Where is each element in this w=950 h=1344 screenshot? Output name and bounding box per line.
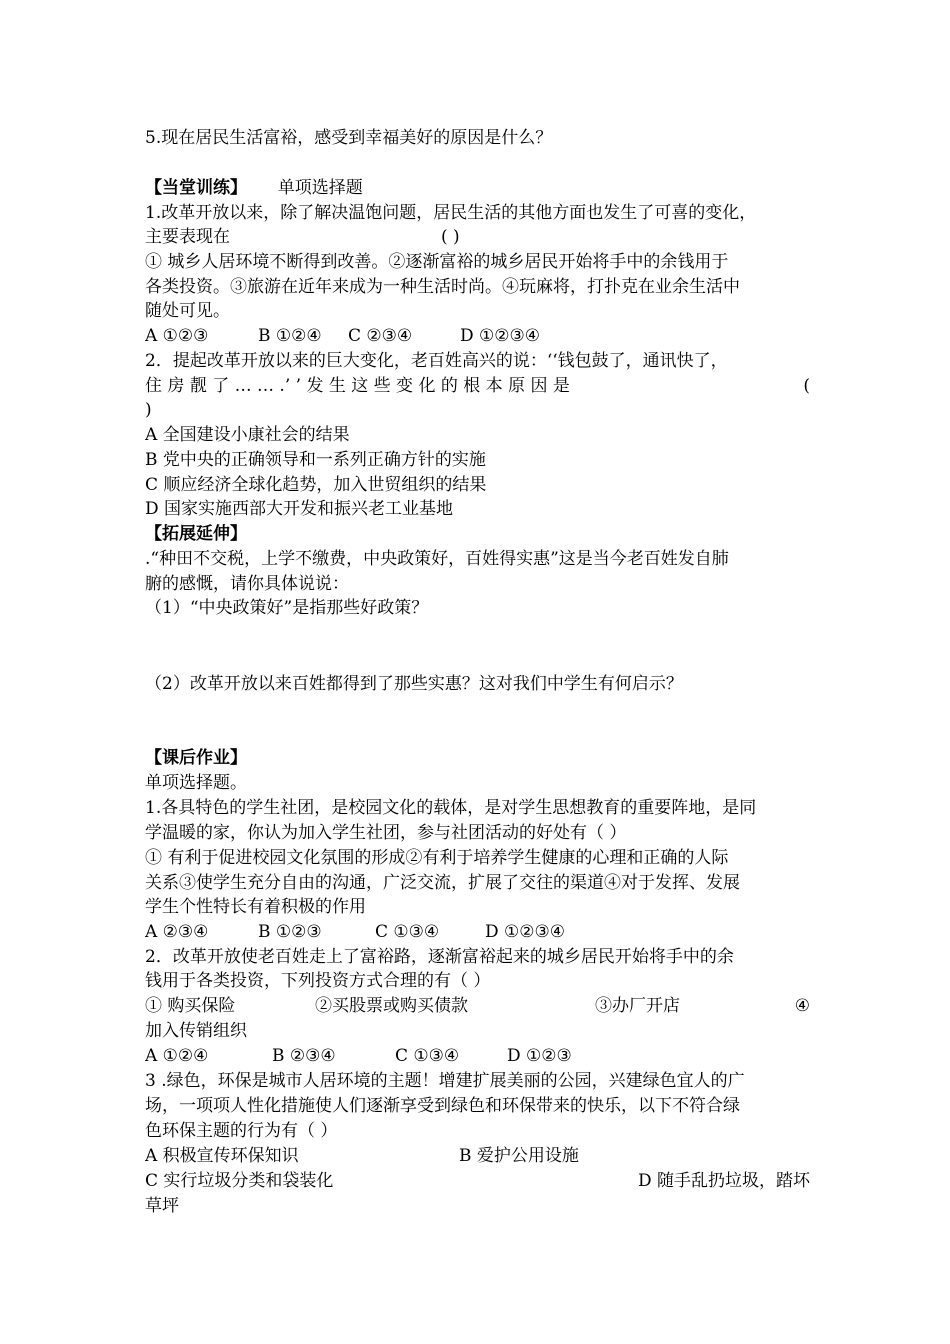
option-b: B ①②④ [258, 326, 322, 346]
section-dangtang-header [145, 176, 810, 201]
kh-q2-options [145, 1044, 810, 1069]
option-c: C ②③④ [348, 326, 413, 346]
answer-blank-open: ( [803, 376, 810, 396]
tz-line1: .“种田不交税，上学不缴费，中央政策好，百姓得实惠”这是当今老百姓发自肺 [145, 549, 729, 569]
item-4: ④ [794, 996, 810, 1016]
kh-q1-line1: 1.各具特色的学生社团，是校园文化的载体，是对学生思想教育的重要阵地，是同 [145, 798, 757, 818]
kh-q2-items [145, 994, 810, 1019]
section-tuozhan-heading: 【拓展延伸】 [145, 524, 247, 544]
option-d: D ①②③④ [460, 326, 540, 346]
option-a: A ①②④ [145, 1046, 209, 1066]
kh-q3-line1: 3 .绿色，环保是城市人居环境的主题！增建扩展美丽的公园，兴建绿色宜人的广 [145, 1071, 745, 1091]
kh-q3-line2: 场，一项项人性化措施使人们逐渐享受到绿色和环保带来的快乐，以下不符合绿 [145, 1096, 740, 1116]
section-subtitle: 单项选择题 [277, 178, 363, 198]
dt-q1-stem: 主要表现在 [145, 227, 230, 247]
kh-subtitle: 单项选择题。 [145, 773, 247, 793]
kh-q3-line-last: 草坪 [145, 1196, 179, 1216]
tz-line2: 腑的感慨，请你具体说说： [145, 574, 349, 594]
dt-q1-line1: 1.改革开放以来，除了解决温饱问题，居民生活的其他方面也发生了可喜的变化， [145, 203, 757, 223]
tz-sub2: （2）改革开放以来百姓都得到了那些实惠？这对我们中学生有何启示？ [145, 674, 683, 694]
option-d: D 随手乱扔垃圾，踏坏 [637, 1171, 810, 1191]
dt-q1-options [145, 324, 810, 349]
question-5: 5.现在居民生活富裕，感受到幸福美好的原因是什么？ [145, 128, 553, 148]
dt-q2-option-a: A 全国建设小康社会的结果 [145, 425, 350, 445]
kh-q2-line2: 钱用于各类投资，下列投资方式合理的有（ ） [145, 971, 491, 991]
option-d: D ①②③ [507, 1046, 572, 1066]
kh-q1-line2: 学温暖的家，你认为加入学生社团，参与社团活动的好处有（ ） [145, 823, 627, 843]
dt-q1-line4: 各类投资。③旅游在近年来成为一种生活时尚。④玩麻将，打扑克在业余生活中 [145, 277, 740, 297]
option-c: C ①③④ [375, 922, 440, 942]
kh-q3-options-ab [145, 1144, 810, 1169]
dt-q1-line2 [145, 225, 810, 250]
kh-q1-line4: 关系③使学生充分自由的沟通，广泛交流，扩展了交往的渠道④对于发挥、发展 [145, 873, 740, 893]
kh-q1-options [145, 920, 810, 945]
dt-q2-option-c: C 顺应经济全球化趋势，加入世贸组织的结果 [145, 475, 487, 495]
dt-q1-line3: ① 城乡人居环境不断得到改善。②逐渐富裕的城乡居民开始将手中的余钱用于 [145, 252, 729, 272]
item-2: ②买股票或购买债款 [315, 996, 468, 1016]
kh-q3-line3: 色环保主题的行为有（ ） [145, 1121, 338, 1141]
option-b: B ②③④ [272, 1046, 336, 1066]
option-c: C ①③④ [395, 1046, 460, 1066]
answer-blank: ( ) [441, 227, 460, 247]
kh-q1-line5: 学生个性特长有着积极的作用 [145, 897, 366, 917]
kh-q2-line4: 加入传销组织 [145, 1021, 247, 1041]
dt-q2-option-d: D 国家实施西部大开发和振兴老工业基地 [145, 499, 454, 519]
option-a: A 积极宣传环保知识 [145, 1146, 299, 1166]
kh-q1-line3: ① 有利于促进校园文化氛围的形成②有利于培养学生健康的心理和正确的人际 [145, 848, 729, 868]
section-kehou-heading: 【课后作业】 [145, 748, 247, 768]
dt-q1-line5: 随处可见。 [145, 301, 230, 321]
section-heading: 【当堂训练】 [145, 178, 247, 198]
option-a: A ②③④ [145, 922, 209, 942]
tz-sub1: （1）“中央政策好”是指那些好政策？ [145, 598, 429, 618]
kh-q3-options-cd [145, 1169, 810, 1194]
option-b: B 爱护公用设施 [459, 1146, 579, 1166]
option-c: C 实行垃圾分类和袋装化 [145, 1171, 334, 1191]
dt-q2-option-b: B 党中央的正确领导和一系列正确方针的实施 [145, 450, 486, 470]
answer-blank-close: ) [145, 400, 152, 420]
kh-q2-line1: 2．改革开放使老百姓走上了富裕路，逐渐富裕起来的城乡居民开始将手中的余 [145, 947, 734, 967]
option-d: D ①②③④ [485, 922, 565, 942]
item-1: ① 购买保险 [145, 996, 236, 1016]
option-a: A ①②③ [145, 326, 209, 346]
dt-q2-line1: 2．提起改革开放以来的巨大变化，老百姓高兴的说：‘‘钱包鼓了，通讯快了， [145, 351, 728, 371]
dt-q2-stem: 住 房 靓 了 … … .’ ’ 发 生 这 些 变 化 的 根 本 原 因 是 [145, 376, 570, 396]
item-3: ③办厂开店 [595, 996, 680, 1016]
dt-q2-line2 [145, 374, 810, 399]
option-b: B ①②③ [258, 922, 322, 942]
